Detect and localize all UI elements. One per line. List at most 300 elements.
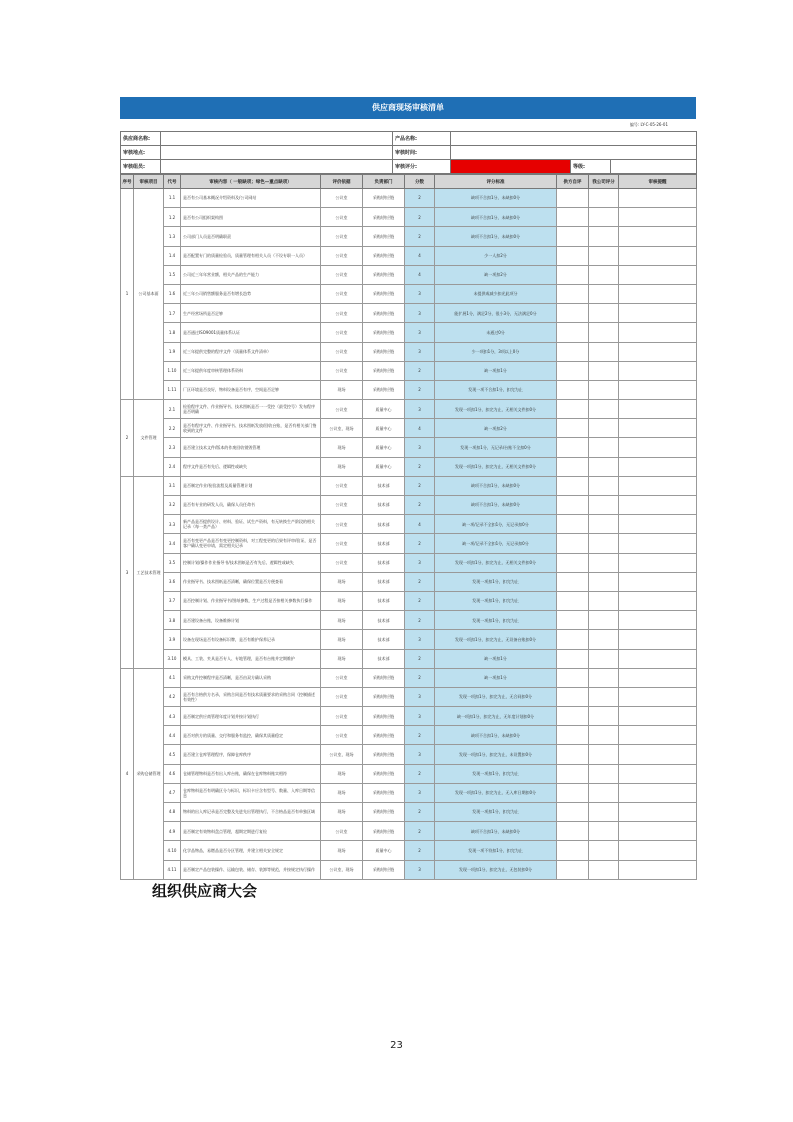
row-standard: 发现一项扣1分，扣完为止，未设置扣0分 bbox=[435, 745, 557, 764]
row-remark bbox=[619, 342, 697, 361]
table-row bbox=[121, 822, 697, 841]
row-code: 1.1 bbox=[164, 189, 181, 208]
section-number: 3 bbox=[121, 476, 134, 668]
row-code: 1.10 bbox=[164, 361, 181, 380]
row-basis: 现场 bbox=[321, 803, 363, 822]
row-our-eval bbox=[589, 496, 619, 515]
row-our-eval bbox=[589, 380, 619, 399]
table-row bbox=[121, 323, 697, 342]
row-basis: 公议室 bbox=[321, 687, 363, 706]
row-code: 4.5 bbox=[164, 745, 181, 764]
row-self-eval bbox=[557, 323, 589, 342]
row-code: 2.4 bbox=[164, 457, 181, 476]
row-dept: 采购/供应链 bbox=[363, 323, 405, 342]
row-content: 近三年公司销售额服务是否有增长趋势 bbox=[181, 284, 321, 303]
table-row bbox=[121, 745, 697, 764]
row-dept: 采购/供应链 bbox=[363, 208, 405, 227]
row-dept: 采购/供应链 bbox=[363, 822, 405, 841]
row-self-eval bbox=[557, 687, 589, 706]
table-row bbox=[121, 707, 697, 726]
table-row bbox=[121, 438, 697, 457]
row-standard: 发现一项扣1分，扣完为止 bbox=[435, 803, 557, 822]
row-basis: 现场 bbox=[321, 630, 363, 649]
row-score: 3 bbox=[405, 438, 435, 457]
row-our-eval bbox=[589, 764, 619, 783]
section-name: 采购仓储管理 bbox=[134, 668, 164, 879]
section-name: 公司基本面 bbox=[134, 189, 164, 400]
row-code: 4.1 bbox=[164, 668, 181, 687]
table-row bbox=[121, 361, 697, 380]
row-self-eval bbox=[557, 189, 589, 208]
row-code: 4.9 bbox=[164, 822, 181, 841]
row-code: 3.4 bbox=[164, 534, 181, 553]
row-dept: 采购/供应链 bbox=[363, 860, 405, 879]
row-basis: 现场 bbox=[321, 591, 363, 610]
row-dept: 采购/供应链 bbox=[363, 783, 405, 802]
row-remark bbox=[619, 323, 697, 342]
row-self-eval bbox=[557, 438, 589, 457]
row-remark bbox=[619, 476, 697, 495]
row-content: 新产品是否提供设计、材料、验证、试生产资料，有无转换生产阶段的相关记录（每一类产品） bbox=[181, 515, 321, 534]
audit-sheet-image bbox=[120, 97, 696, 873]
row-code: 1.2 bbox=[164, 208, 181, 227]
row-standard: 发现一项扣1分，无记录/台账不全扣0分 bbox=[435, 438, 557, 457]
row-score: 2 bbox=[405, 189, 435, 208]
row-standard: 发现一项不符扣1分，扣完为止 bbox=[435, 841, 557, 860]
row-standard: 发现一项扣1分，扣完为止，无包装扣0分 bbox=[435, 860, 557, 879]
row-self-eval bbox=[557, 668, 589, 687]
time-label: 审核时间: bbox=[393, 146, 451, 160]
row-score: 2 bbox=[405, 457, 435, 476]
row-content: 是否制定产品包装操作、运输包装、储存、装卸等规范，并按规定执行操作 bbox=[181, 860, 321, 879]
table-row bbox=[121, 764, 697, 783]
row-code: 1.3 bbox=[164, 227, 181, 246]
row-standard: 缺项不合扣1分，未缺扣0分 bbox=[435, 822, 557, 841]
row-self-eval bbox=[557, 707, 589, 726]
table-row bbox=[121, 457, 697, 476]
row-basis: 公议室 bbox=[321, 553, 363, 572]
row-self-eval bbox=[557, 764, 589, 783]
row-code: 4.8 bbox=[164, 803, 181, 822]
row-our-eval bbox=[589, 284, 619, 303]
row-our-eval bbox=[589, 707, 619, 726]
row-dept: 采购/供应链 bbox=[363, 227, 405, 246]
row-our-eval bbox=[589, 400, 619, 419]
row-basis: 现场 bbox=[321, 783, 363, 802]
row-dept: 采购/供应链 bbox=[363, 687, 405, 706]
column-header: 审核项目 bbox=[134, 175, 164, 189]
row-remark bbox=[619, 726, 697, 745]
row-score: 3 bbox=[405, 860, 435, 879]
row-self-eval bbox=[557, 803, 589, 822]
table-row bbox=[121, 783, 697, 802]
row-score: 4 bbox=[405, 265, 435, 284]
row-score: 4 bbox=[405, 246, 435, 265]
column-header: 审核提醒 bbox=[619, 175, 697, 189]
column-header: 序号 bbox=[121, 175, 134, 189]
row-self-eval bbox=[557, 630, 589, 649]
row-content: 是否配置专门的质量检验员，质量管理有相关人员（不设专职一人员） bbox=[181, 246, 321, 265]
row-standard: 缺一项扣1分 bbox=[435, 361, 557, 380]
row-score: 2 bbox=[405, 649, 435, 668]
row-self-eval bbox=[557, 361, 589, 380]
staff-label: 审核组员: bbox=[121, 160, 161, 174]
sheet-title: 供应商现场审核清单 bbox=[372, 103, 444, 112]
row-our-eval bbox=[589, 304, 619, 323]
row-dept: 采购/供应链 bbox=[363, 726, 405, 745]
row-standard: 缺一项扣1分，扣完为止，无年度计划扣0分 bbox=[435, 707, 557, 726]
row-score: 2 bbox=[405, 591, 435, 610]
row-our-eval bbox=[589, 419, 619, 438]
row-our-eval bbox=[589, 630, 619, 649]
row-basis: 公议室，现场 bbox=[321, 860, 363, 879]
row-score: 2 bbox=[405, 803, 435, 822]
row-content: 近三年提供完整的程序文件（质量体系文件清单） bbox=[181, 342, 321, 361]
row-code: 1.8 bbox=[164, 323, 181, 342]
column-header: 供方自评 bbox=[557, 175, 589, 189]
row-content: 是否对供方的质量、交付和服务有监控，确保其质量稳定 bbox=[181, 726, 321, 745]
row-dept: 采购/供应链 bbox=[363, 284, 405, 303]
row-score: 3 bbox=[405, 284, 435, 303]
row-dept: 质量中心 bbox=[363, 419, 405, 438]
row-our-eval bbox=[589, 476, 619, 495]
table-row bbox=[121, 611, 697, 630]
row-code: 4.7 bbox=[164, 783, 181, 802]
row-dept: 技术部 bbox=[363, 630, 405, 649]
page-number: 23 bbox=[390, 1040, 403, 1051]
row-dept: 采购/供应链 bbox=[363, 803, 405, 822]
table-row bbox=[121, 668, 697, 687]
row-content: 是否建立仓库管理程序，保障仓库秩序 bbox=[181, 745, 321, 764]
row-standard: 发现一项扣1分，扣完为止 bbox=[435, 611, 557, 630]
row-standard: 缺一项扣2分 bbox=[435, 265, 557, 284]
row-standard: 发现一项扣1分，扣完为止 bbox=[435, 764, 557, 783]
row-content: 模具、工装、夹具是否专人、专地管理，是否有台账并定期维护 bbox=[181, 649, 321, 668]
row-remark bbox=[619, 304, 697, 323]
row-remark bbox=[619, 860, 697, 879]
row-self-eval bbox=[557, 515, 589, 534]
row-score: 3 bbox=[405, 400, 435, 419]
row-basis: 公议室 bbox=[321, 246, 363, 265]
row-our-eval bbox=[589, 227, 619, 246]
row-code: 4.6 bbox=[164, 764, 181, 783]
row-content: 仓储管理物料是否有出入库台账，确保在仓库物料账实相符 bbox=[181, 764, 321, 783]
row-content: 仓库物料是否有明确区分与标识，标识卡应含有型号、数量、入库日期等信息 bbox=[181, 783, 321, 802]
table-row bbox=[121, 841, 697, 860]
row-our-eval bbox=[589, 803, 619, 822]
row-our-eval bbox=[589, 841, 619, 860]
column-header: 分数 bbox=[405, 175, 435, 189]
row-content: 设备在现场是否有设备标识牌，是否有维护保养记录 bbox=[181, 630, 321, 649]
row-standard: 发现一项扣1分，扣完为止，无相关文件扣0分 bbox=[435, 400, 557, 419]
row-code: 1.5 bbox=[164, 265, 181, 284]
row-score: 2 bbox=[405, 361, 435, 380]
row-remark bbox=[619, 841, 697, 860]
row-basis: 现场 bbox=[321, 572, 363, 591]
row-self-eval bbox=[557, 284, 589, 303]
row-code: 3.3 bbox=[164, 515, 181, 534]
sheet-title-bar bbox=[120, 97, 696, 119]
row-self-eval bbox=[557, 783, 589, 802]
section-number: 4 bbox=[121, 668, 134, 879]
row-standard: 能扩展1分，满足2分，很小3分，无法满足0分 bbox=[435, 304, 557, 323]
row-self-eval bbox=[557, 534, 589, 553]
row-code: 1.4 bbox=[164, 246, 181, 265]
table-row bbox=[121, 803, 697, 822]
row-remark bbox=[619, 822, 697, 841]
row-self-eval bbox=[557, 860, 589, 879]
row-content: 厂区环境是否良好，物料设备是否有序，空间是否足够 bbox=[181, 380, 321, 399]
row-basis: 公议室 bbox=[321, 208, 363, 227]
row-basis: 公议室 bbox=[321, 496, 363, 515]
row-basis: 公议室 bbox=[321, 668, 363, 687]
table-row bbox=[121, 304, 697, 323]
row-code: 1.7 bbox=[164, 304, 181, 323]
row-dept: 技术部 bbox=[363, 572, 405, 591]
row-remark bbox=[619, 764, 697, 783]
row-our-eval bbox=[589, 572, 619, 591]
row-score: 3 bbox=[405, 687, 435, 706]
row-score: 2 bbox=[405, 496, 435, 515]
row-dept: 采购/供应链 bbox=[363, 764, 405, 783]
row-score: 3 bbox=[405, 707, 435, 726]
table-header-row bbox=[121, 175, 697, 189]
row-code: 3.8 bbox=[164, 611, 181, 630]
row-basis: 公议室，现场 bbox=[321, 745, 363, 764]
row-content: 化学品物品，易燃品是否分区管理，并建立相关安全规定 bbox=[181, 841, 321, 860]
row-score: 3 bbox=[405, 745, 435, 764]
row-remark bbox=[619, 649, 697, 668]
column-header: 负责部门 bbox=[363, 175, 405, 189]
row-dept: 采购/供应链 bbox=[363, 707, 405, 726]
product-label: 产品名称: bbox=[393, 132, 451, 146]
column-header: 评价依据 bbox=[321, 175, 363, 189]
row-basis: 公议室 bbox=[321, 400, 363, 419]
row-content: 是否制定有效物料盘点管理，超期定期进行复检 bbox=[181, 822, 321, 841]
row-code: 4.2 bbox=[164, 687, 181, 706]
table-row bbox=[121, 860, 697, 879]
row-code: 4.4 bbox=[164, 726, 181, 745]
row-basis: 公议室 bbox=[321, 361, 363, 380]
row-code: 4.10 bbox=[164, 841, 181, 860]
row-score: 2 bbox=[405, 572, 435, 591]
row-basis: 公议室 bbox=[321, 304, 363, 323]
row-dept: 采购/供应链 bbox=[363, 380, 405, 399]
score-label: 审核评分: bbox=[393, 160, 451, 174]
table-row bbox=[121, 284, 697, 303]
row-self-eval bbox=[557, 745, 589, 764]
row-our-eval bbox=[589, 189, 619, 208]
row-remark bbox=[619, 553, 697, 572]
row-dept: 质量中心 bbox=[363, 400, 405, 419]
section-caption: 组织供应商大会 bbox=[152, 882, 258, 900]
row-content: 是否有公司基本概况介绍资料及/公司网站 bbox=[181, 189, 321, 208]
table-row bbox=[121, 265, 697, 284]
row-code: 2.1 bbox=[164, 400, 181, 419]
row-dept: 技术部 bbox=[363, 476, 405, 495]
row-remark bbox=[619, 668, 697, 687]
row-score: 2 bbox=[405, 227, 435, 246]
row-basis: 现场 bbox=[321, 380, 363, 399]
row-content: 物料的出入库记录是否完整及先进先出管理执行，不合格品是否有单独区域 bbox=[181, 803, 321, 822]
row-dept: 技术部 bbox=[363, 591, 405, 610]
row-dept: 采购/供应链 bbox=[363, 304, 405, 323]
table-row bbox=[121, 591, 697, 610]
row-code: 1.9 bbox=[164, 342, 181, 361]
row-self-eval bbox=[557, 841, 589, 860]
section-name: 文件管理 bbox=[134, 400, 164, 477]
row-remark bbox=[619, 208, 697, 227]
row-standard: 缺一项扣2分 bbox=[435, 419, 557, 438]
row-content: 是否通过ISO9001质量体系认证 bbox=[181, 323, 321, 342]
row-standard: 缺一项/记录不全扣1分，无记录扣0分 bbox=[435, 515, 557, 534]
row-basis: 公议室 bbox=[321, 822, 363, 841]
row-remark bbox=[619, 189, 697, 208]
row-content: 控制计划/操作作业指导书/技术图纸是否有先后、逻辑性或缺失 bbox=[181, 553, 321, 572]
row-standard: 缺项不合扣1分，未缺扣0分 bbox=[435, 189, 557, 208]
column-header: 我公司评分 bbox=[589, 175, 619, 189]
row-dept: 技术部 bbox=[363, 515, 405, 534]
table-row bbox=[121, 726, 697, 745]
table-row bbox=[121, 400, 697, 419]
doc-number-row bbox=[120, 119, 696, 131]
table-row bbox=[121, 227, 697, 246]
row-standard: 少一项扣1分，3项以上0分 bbox=[435, 342, 557, 361]
section-number: 2 bbox=[121, 400, 134, 477]
row-self-eval bbox=[557, 400, 589, 419]
row-our-eval bbox=[589, 361, 619, 380]
row-dept: 采购/供应链 bbox=[363, 265, 405, 284]
row-content: 近三年提供年度审核管理体系资料 bbox=[181, 361, 321, 380]
row-remark bbox=[619, 803, 697, 822]
row-basis: 公议室，现场 bbox=[321, 419, 363, 438]
row-basis: 现场 bbox=[321, 649, 363, 668]
row-remark bbox=[619, 380, 697, 399]
row-self-eval bbox=[557, 419, 589, 438]
row-remark bbox=[619, 246, 697, 265]
row-our-eval bbox=[589, 246, 619, 265]
row-remark bbox=[619, 783, 697, 802]
row-self-eval bbox=[557, 496, 589, 515]
row-standard: 缺项不合扣1分，未缺扣0分 bbox=[435, 726, 557, 745]
row-remark bbox=[619, 591, 697, 610]
row-dept: 采购/供应链 bbox=[363, 745, 405, 764]
row-our-eval bbox=[589, 265, 619, 284]
table-row bbox=[121, 208, 697, 227]
row-content: 是否控制计划、作业指导书/图纸参数，生产过程是否按相关参数执行操作 bbox=[181, 591, 321, 610]
row-standard: 未通过0分 bbox=[435, 323, 557, 342]
row-basis: 公议室 bbox=[321, 726, 363, 745]
row-self-eval bbox=[557, 822, 589, 841]
row-code: 4.11 bbox=[164, 860, 181, 879]
row-content: 公司近三年年营业额，相关产品的生产能力 bbox=[181, 265, 321, 284]
row-score: 3 bbox=[405, 630, 435, 649]
row-remark bbox=[619, 284, 697, 303]
row-our-eval bbox=[589, 611, 619, 630]
row-our-eval bbox=[589, 553, 619, 572]
row-code: 3.2 bbox=[164, 496, 181, 515]
row-our-eval bbox=[589, 726, 619, 745]
row-self-eval bbox=[557, 227, 589, 246]
column-header: 审核内容（ 一般缺项；绿色—重点缺项） bbox=[181, 175, 321, 189]
table-row bbox=[121, 553, 697, 572]
row-self-eval bbox=[557, 611, 589, 630]
row-code: 1.11 bbox=[164, 380, 181, 399]
row-basis: 公议室 bbox=[321, 265, 363, 284]
row-remark bbox=[619, 611, 697, 630]
row-score: 2 bbox=[405, 380, 435, 399]
table-row bbox=[121, 380, 697, 399]
section-number: 1 bbox=[121, 189, 134, 400]
column-header: 评分标准 bbox=[435, 175, 557, 189]
grade-value bbox=[611, 160, 697, 174]
row-remark bbox=[619, 515, 697, 534]
row-code: 3.7 bbox=[164, 591, 181, 610]
row-content: 是否有公司组织架构图 bbox=[181, 208, 321, 227]
supplier-label: 供应商名称: bbox=[121, 132, 161, 146]
row-dept: 采购/供应链 bbox=[363, 668, 405, 687]
row-dept: 采购/供应链 bbox=[363, 361, 405, 380]
row-standard: 缺一项/记录不全扣1分，无记录扣0分 bbox=[435, 534, 557, 553]
row-our-eval bbox=[589, 783, 619, 802]
row-score: 3 bbox=[405, 323, 435, 342]
table-row bbox=[121, 649, 697, 668]
row-our-eval bbox=[589, 822, 619, 841]
row-content: 是否建设备台账，设备维修计划 bbox=[181, 611, 321, 630]
row-score: 3 bbox=[405, 553, 435, 572]
row-standard: 缺一项扣1分 bbox=[435, 649, 557, 668]
row-self-eval bbox=[557, 265, 589, 284]
row-remark bbox=[619, 630, 697, 649]
row-standard: 少一人扣2分 bbox=[435, 246, 557, 265]
row-standard: 发现一项扣1分，扣完为止，无合同扣0分 bbox=[435, 687, 557, 706]
row-content: 采购文件控制程序是否清晰，是否由双方确认采购 bbox=[181, 668, 321, 687]
table-row bbox=[121, 419, 697, 438]
row-basis: 现场 bbox=[321, 841, 363, 860]
row-score: 4 bbox=[405, 419, 435, 438]
place-label: 审核地点: bbox=[121, 146, 161, 160]
row-remark bbox=[619, 687, 697, 706]
row-standard: 缺一项扣1分 bbox=[435, 668, 557, 687]
row-remark bbox=[619, 745, 697, 764]
row-self-eval bbox=[557, 380, 589, 399]
row-basis: 公议室 bbox=[321, 342, 363, 361]
row-remark bbox=[619, 227, 697, 246]
row-content: 是否制定供应商管理年度计划并按计划执行 bbox=[181, 707, 321, 726]
row-basis: 公议室 bbox=[321, 534, 363, 553]
row-standard: 缺项不合扣1分，未缺扣0分 bbox=[435, 496, 557, 515]
row-dept: 技术部 bbox=[363, 534, 405, 553]
table-row bbox=[121, 515, 697, 534]
row-self-eval bbox=[557, 342, 589, 361]
info-table bbox=[120, 131, 697, 174]
table-row bbox=[121, 246, 697, 265]
row-score: 2 bbox=[405, 726, 435, 745]
row-remark bbox=[619, 534, 697, 553]
row-score: 3 bbox=[405, 783, 435, 802]
row-basis: 公议室 bbox=[321, 707, 363, 726]
table-body bbox=[121, 189, 697, 880]
section-name: 工艺技术管理 bbox=[134, 476, 164, 668]
row-basis: 公议室 bbox=[321, 515, 363, 534]
row-basis: 公议室 bbox=[321, 476, 363, 495]
row-self-eval bbox=[557, 726, 589, 745]
row-code: 4.3 bbox=[164, 707, 181, 726]
row-self-eval bbox=[557, 553, 589, 572]
place-value bbox=[161, 146, 393, 160]
row-our-eval bbox=[589, 323, 619, 342]
row-content: 程序文件是否有先后、逻辑性或缺失 bbox=[181, 457, 321, 476]
